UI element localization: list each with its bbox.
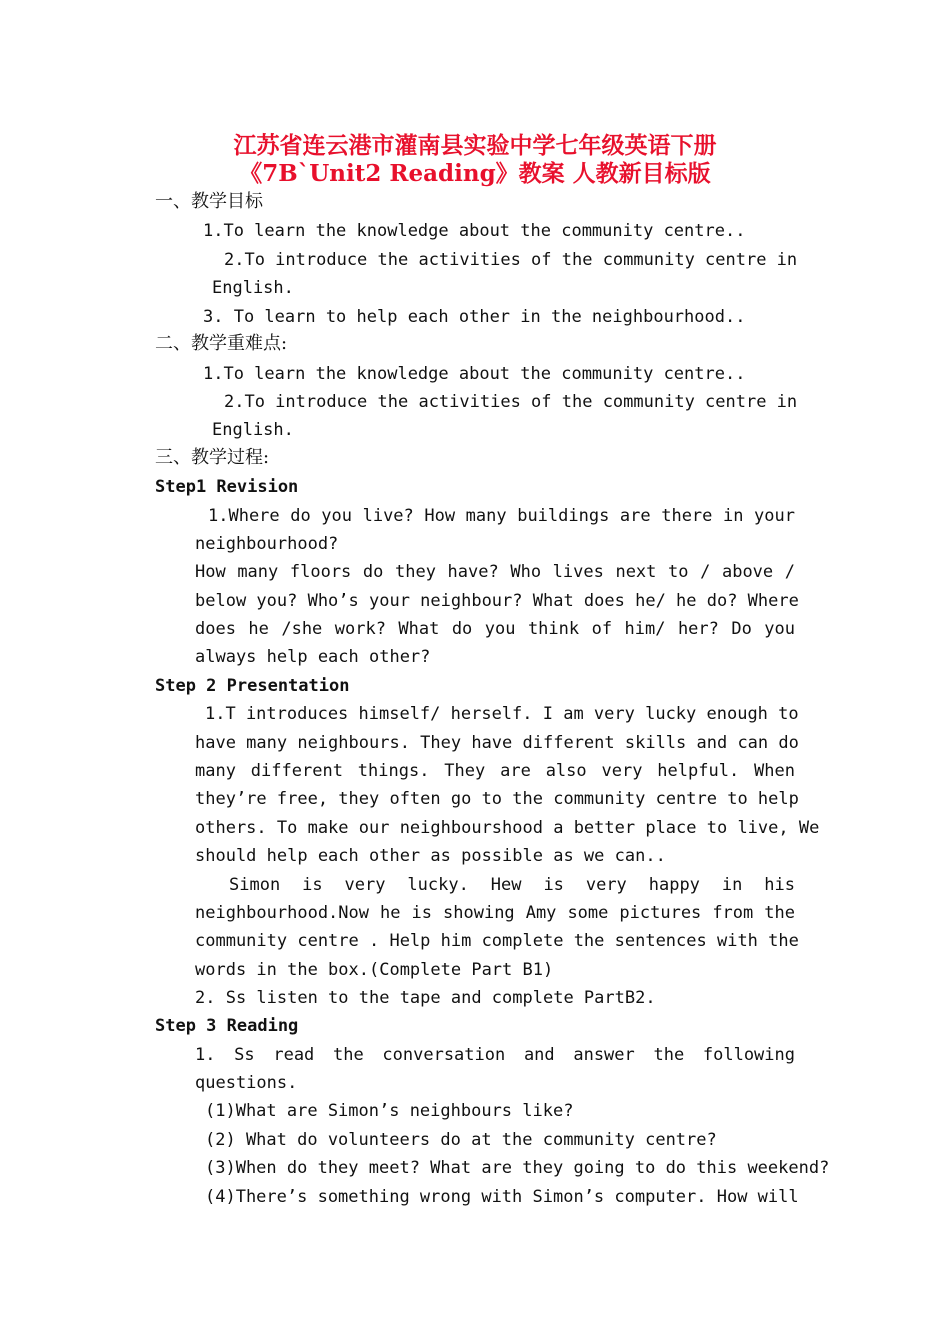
- step1-heading: Step1 Revision: [155, 477, 299, 497]
- step2-line-9: community centre . Help him complete the sentences with the: [195, 931, 799, 951]
- key-point-item-1: 1.To learn the knowledge about the community centre..: [203, 364, 746, 384]
- step1-line-5: does he /she work? What do you think of him/ her? Do you: [195, 619, 795, 639]
- step2-line-8: neighbourhood.Now he is showing Amy some pictures from the: [195, 903, 795, 923]
- step2-line-5: others. To make our neighbourshood a better place to live, We: [195, 818, 820, 838]
- step3-question-4: (4)There’s something wrong with Simon’s computer. How will: [205, 1187, 799, 1207]
- step1-line-3: How many floors do they have? Who lives next to / above /: [195, 562, 795, 582]
- key-point-item-2: 2.To introduce the activities of the community centre in: [224, 392, 798, 412]
- step3-question-3: (3)When do they meet? What are they going to do this weekend?: [205, 1158, 830, 1178]
- objective-item-3: 3. To learn to help each other in the neighbourhood..: [203, 307, 746, 327]
- step1-line-1: 1.Where do you live? How many buildings are there in your: [208, 506, 795, 526]
- step2-line-3: many different things. They are also very helpful. When: [195, 761, 795, 781]
- step1-line-2: neighbourhood?: [195, 534, 339, 554]
- step3-question-2: (2) What do volunteers do at the community centre?: [205, 1130, 717, 1150]
- step2-line-11: 2. Ss listen to the tape and complete PartB2.: [195, 988, 656, 1008]
- step2-line-10: words in the box.(Complete Part B1): [195, 960, 554, 980]
- step2-line-2: have many neighbours. They have different skills and can do: [195, 733, 799, 753]
- step3-line-2: questions.: [195, 1073, 298, 1093]
- step2-line-7: Simon is very lucky. Hew is very happy in his: [229, 875, 795, 895]
- document-title-line-2: 《7B`Unit2 Reading》教案 人教新目标版: [239, 160, 711, 187]
- step3-line-1: 1. Ss read the conversation and answer the following: [195, 1045, 795, 1065]
- step1-line-6: always help each other?: [195, 647, 431, 667]
- section-heading-process: 三、教学过程:: [155, 447, 270, 468]
- step2-line-4: they’re free, they often go to the community centre to help: [195, 789, 799, 809]
- step2-line-6: should help each other as possible as we can..: [195, 846, 666, 866]
- document-title-line-1: 江苏省连云港市灌南县实验中学七年级英语下册: [233, 132, 717, 159]
- step1-line-4: below you? Who’s your neighbour? What does he/ he do? Where: [195, 591, 799, 611]
- objective-item-2-cont: English.: [212, 278, 294, 298]
- objective-item-2: 2.To introduce the activities of the community centre in: [224, 250, 798, 270]
- section-heading-objectives: 一、教学目标: [155, 191, 263, 212]
- step3-question-1: (1)What are Simon’s neighbours like?: [205, 1101, 574, 1121]
- section-heading-key-points: 二、教学重难点:: [155, 333, 288, 354]
- step3-heading: Step 3 Reading: [155, 1016, 299, 1036]
- step2-heading: Step 2 Presentation: [155, 676, 350, 696]
- objective-item-1: 1.To learn the knowledge about the community centre..: [203, 221, 746, 241]
- step2-line-1: 1.T introduces himself/ herself. I am very lucky enough to: [205, 704, 799, 724]
- key-point-item-2-cont: English.: [212, 420, 294, 440]
